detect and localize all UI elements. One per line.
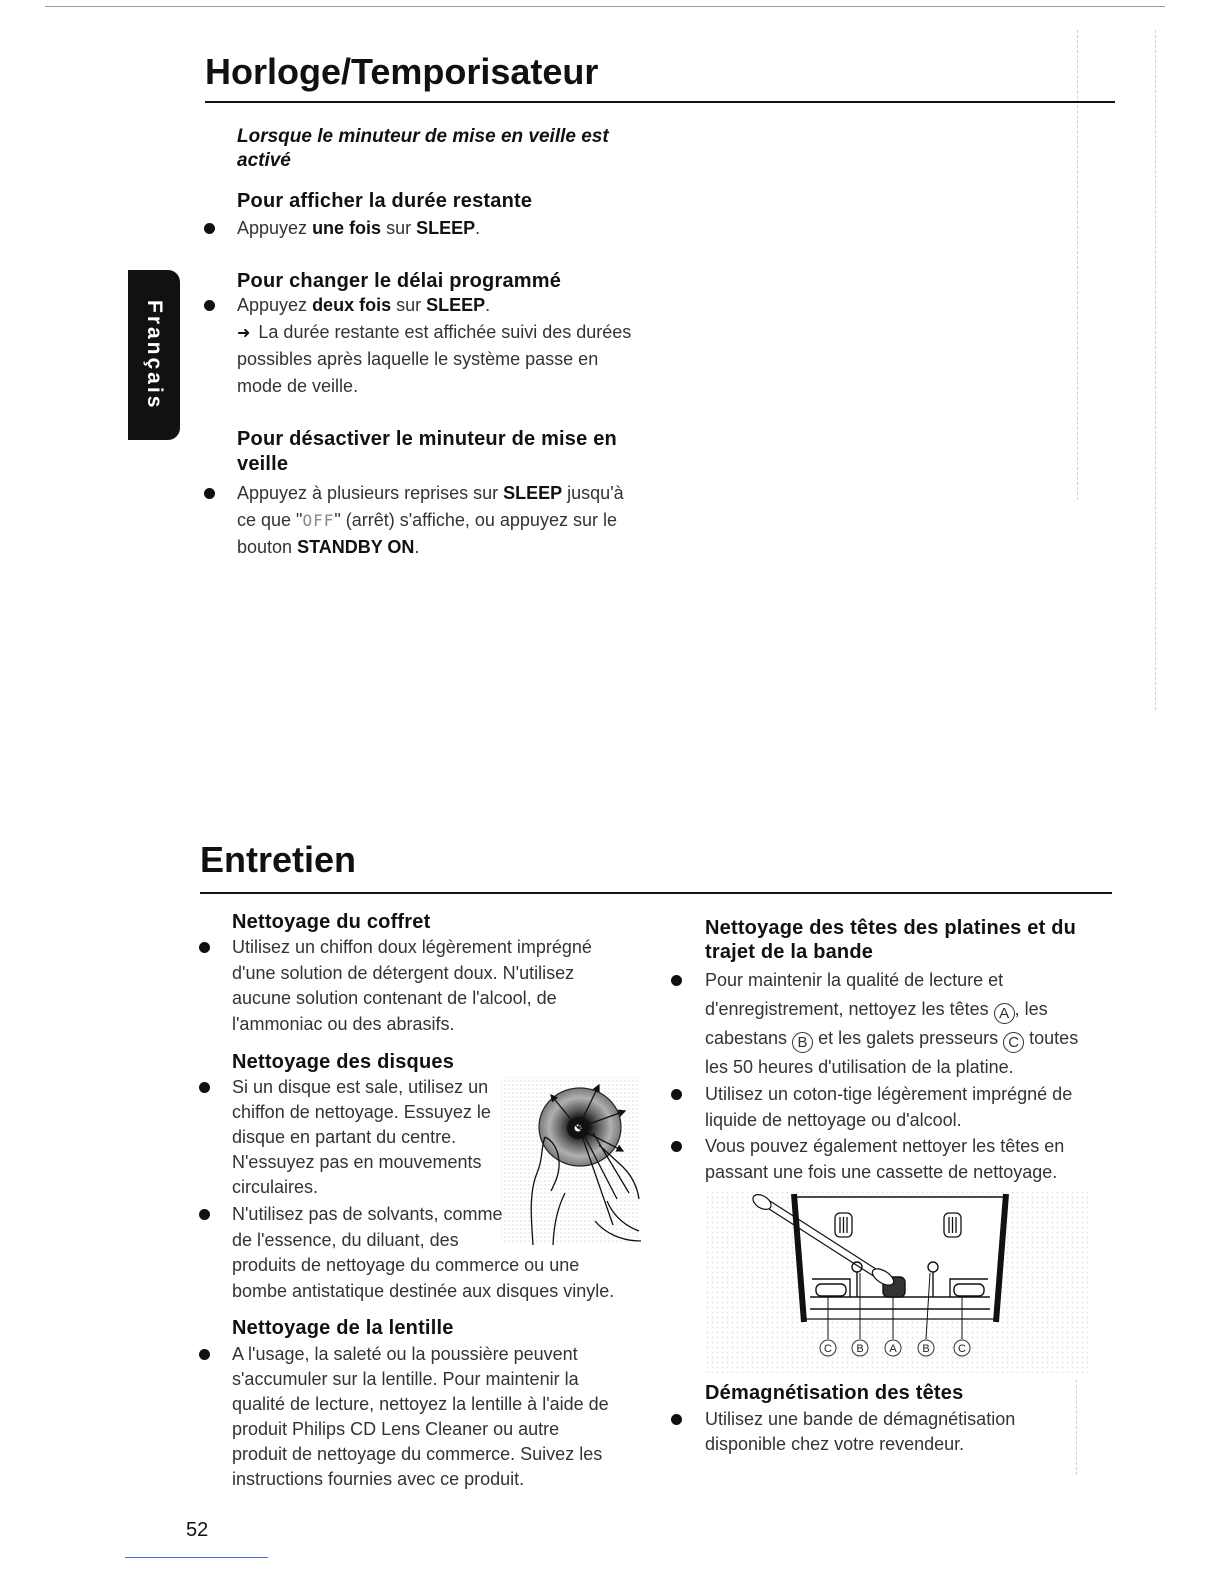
diagram-label-pinch-roller-right: C: [958, 1343, 966, 1355]
diagram-label-capstan-left: B: [856, 1343, 864, 1355]
bullet-dot: [199, 1209, 210, 1220]
heading-disable-timer: Pour désactiver le minuteur de mise en veille: [237, 428, 617, 475]
diagram-label-capstan-right: B: [922, 1343, 930, 1355]
bullet-cabinet: Utilisez un chiffon doux légèrement imprégné d'une solution de détergent doux. N'utilisez aucune solution contenant de l'alcool, de l'ammoniac ou des abrasifs.: [232, 935, 592, 1038]
bullet-disc-solvents: N'utilisez pas de solvants, comme de l'essence, du diluant, des produits de nettoyage du commerce ou une bombe antistatique destinée aux disques vinyle.: [232, 1202, 614, 1305]
bullet-press-repeatedly: Appuyez à plusieurs reprises sur SLEEP jusqu'à ce que "OFF" (arrêt) s'affiche, ou appuyez sur le bouton STANDBY ON.: [237, 480, 624, 561]
heading-cabinet-cleaning: Nettoyage du coffret: [232, 911, 431, 933]
heading-disc-cleaning: Nettoyage des disques: [232, 1051, 455, 1073]
bullet-press-once: Appuyez une fois sur SLEEP.: [237, 215, 480, 241]
language-tab: [128, 270, 180, 440]
bullet-dot: [204, 223, 215, 234]
diagram-label-head: A: [889, 1343, 897, 1355]
bullet-dot: [671, 975, 682, 986]
bullet-heads-interval: Pour maintenir la qualité de lecture et d'enregistrement, nettoyez les têtes A , les cabestans B et les galets presseurs C toutes les 50 heures d'utilisation de la platine.: [705, 966, 1078, 1082]
heading-lens-cleaning: Nettoyage de la lentille: [232, 1317, 454, 1339]
reel-hub-left: [835, 1213, 852, 1237]
intro-sleep-active: Lorsque le minuteur de mise en veille est activé: [237, 126, 609, 171]
bullet-cotton-swab: Utilisez un coton-tige légèrement imprégné de liquide de nettoyage ou d'alcool.: [705, 1081, 1072, 1133]
footer-accent-line: [125, 1557, 268, 1558]
result-text: La durée restante est affichée suivi des durées possibles après laquelle le système passe en mode de veille.: [237, 321, 632, 396]
circled-label-a: A: [994, 1003, 1015, 1024]
tape-deck-heads-illustration: [700, 1185, 1092, 1377]
bullet-dot: [671, 1141, 682, 1152]
diagram-label-pinch-roller-left: C: [824, 1343, 832, 1355]
scan-artifact-line: [1076, 1380, 1077, 1475]
language-tab-label: Français: [143, 299, 166, 411]
bullet-disc-wipe: Si un disque est sale, utilisez un chiffon de nettoyage. Essuyez le disque en partant du centre. N'essuyez pas en mouvements circulaires.: [232, 1075, 491, 1200]
title-rule: [205, 101, 1115, 103]
title-rule: [200, 892, 1112, 894]
bullet-dot: [671, 1089, 682, 1100]
bullet-cleaning-cassette: Vous pouvez également nettoyer les têtes en passant une fois une cassette de nettoyage.: [705, 1133, 1064, 1185]
section-title-clock: Horloge/Temporisateur: [205, 51, 599, 92]
bullet-dot: [671, 1414, 682, 1425]
bullet-dot: [199, 1349, 210, 1360]
heading-change-delay: Pour changer le délai programmé: [237, 270, 562, 292]
cassette-compartment: [794, 1197, 1006, 1319]
display-off-text: OFF: [302, 510, 335, 530]
reel-hub-right: [944, 1213, 961, 1237]
bullet-lens: A l'usage, la saleté ou la poussière peuvent s'accumuler sur la lentille. Pour maintenir la qualité de lecture, nettoyez la lentille à l'aide de produit Philips CD Lens Cleaner ou autre produit de nettoyage du commerce. Suivez les instructions fournies avec ce produit.: [232, 1342, 609, 1492]
heading-demagnetization: Démagnétisation des têtes: [705, 1382, 964, 1404]
heading-show-remaining: Pour afficher la durée restante: [237, 190, 533, 212]
pinch-roller-left: [816, 1284, 846, 1296]
bullet-press-twice: Appuyez deux fois sur SLEEP. ➜ La durée restante est affichée suivi des durées possibles après laquelle le système passe en mode de veille.: [237, 292, 631, 399]
capstan-right: [928, 1262, 938, 1272]
top-edge-line: [45, 6, 1165, 7]
heading-tape-heads-cleaning: Nettoyage des têtes des platines et du trajet de la bande: [705, 917, 1077, 963]
scan-artifact-line: [1155, 30, 1156, 710]
bullet-dot: [204, 488, 215, 499]
result-arrow-icon: ➜: [237, 322, 251, 342]
bullet-dot: [199, 1082, 210, 1093]
circled-label-b: B: [792, 1032, 813, 1053]
section-title-maintenance: Entretien: [200, 839, 357, 880]
bullet-dot: [204, 300, 215, 311]
bullet-dot: [199, 942, 210, 953]
page-number: 52: [186, 1519, 209, 1541]
pinch-roller-right: [954, 1284, 984, 1296]
disc-cleaning-illustration: [495, 1075, 643, 1247]
circled-label-c: C: [1003, 1032, 1024, 1053]
bullet-demagnetization: Utilisez une bande de démagnétisation disponible chez votre revendeur.: [705, 1407, 1015, 1457]
